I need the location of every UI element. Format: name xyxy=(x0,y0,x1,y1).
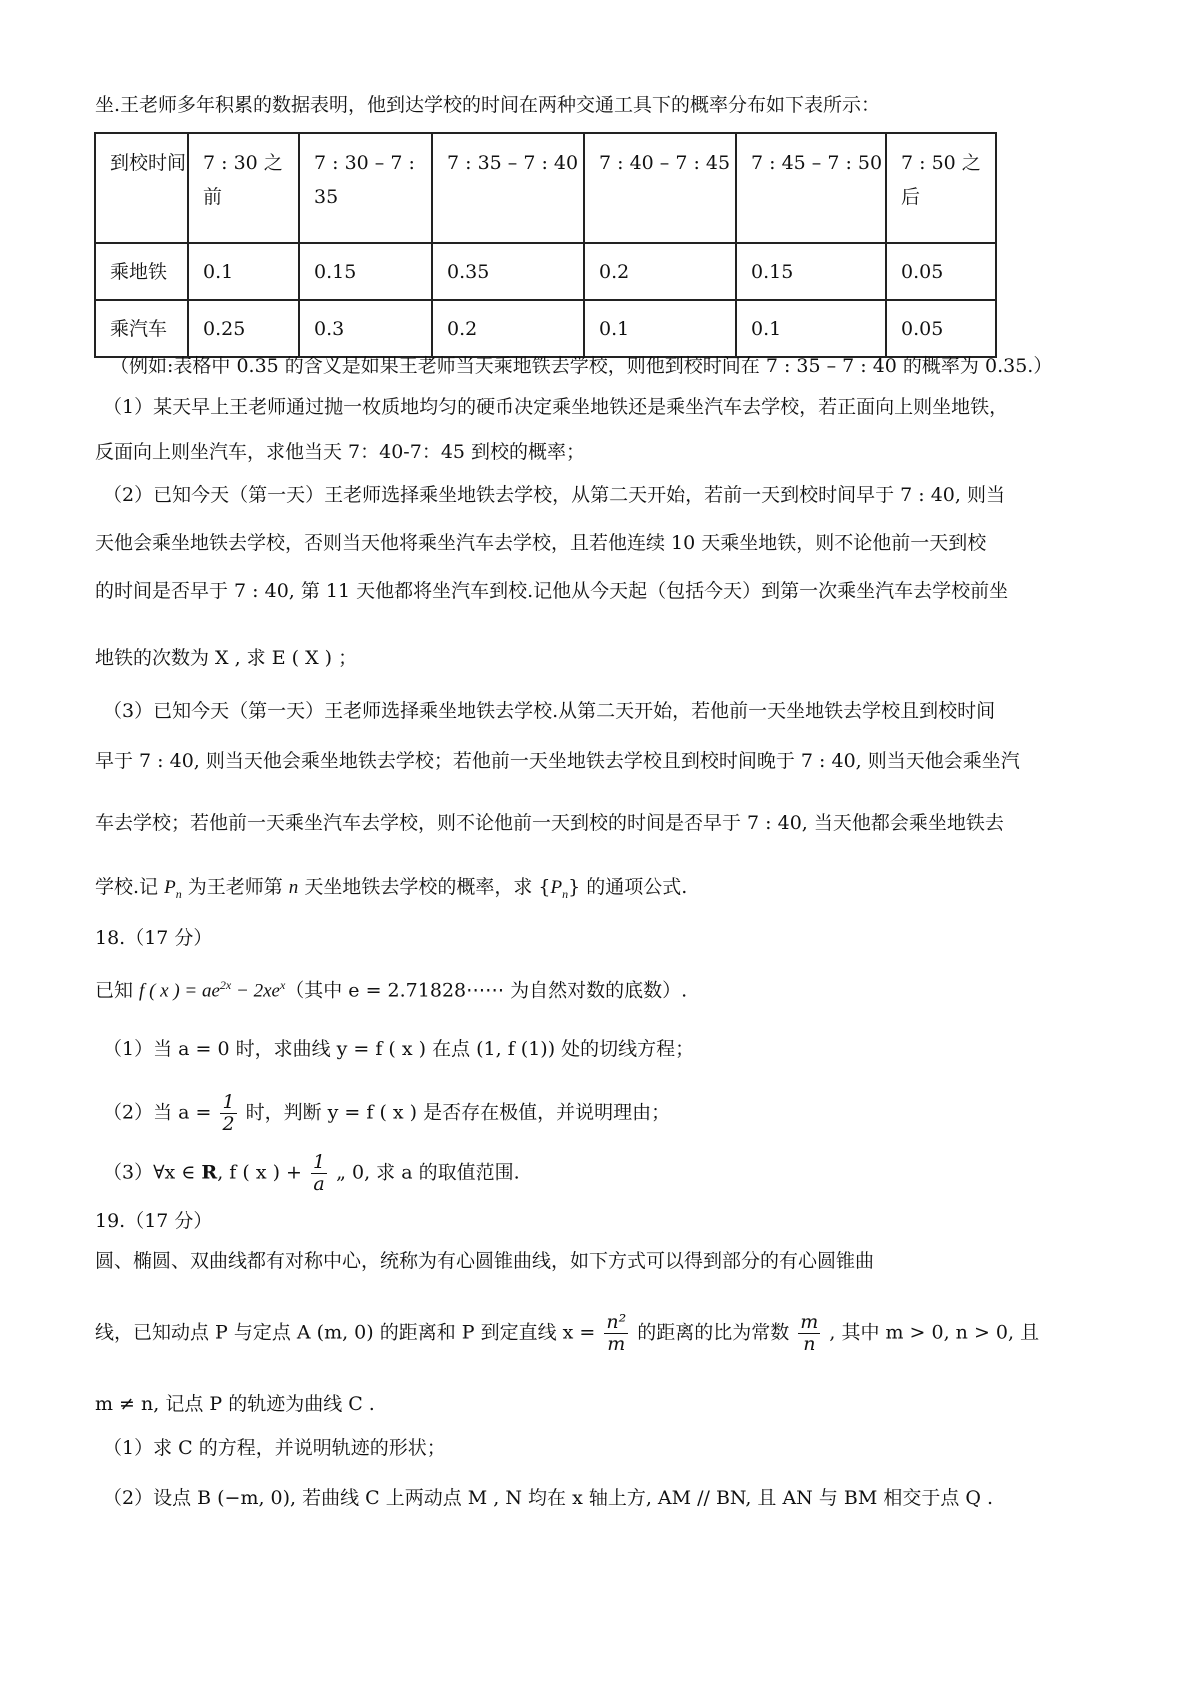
fraction xyxy=(311,1152,327,1195)
q17-part3-line4 xyxy=(95,876,687,901)
q19-line3: m ≠ n, 记点 P 的轨迹为曲线 C . xyxy=(95,1393,375,1415)
table-cell: 0.1 xyxy=(188,243,299,300)
table-cell: 0.2 xyxy=(584,243,736,300)
fraction-numerator: m xyxy=(800,1311,819,1333)
table-cell: 0.1 xyxy=(584,300,736,357)
text: （3）∀x ∈ xyxy=(103,1161,202,1184)
text: , 其中 m > 0, n > 0, 且 xyxy=(823,1321,1040,1344)
text: , f ( x ) + xyxy=(217,1161,308,1184)
table-header-cell: 7 : 45 – 7 : 50 xyxy=(736,133,886,243)
table-row xyxy=(95,300,996,357)
text: 为王老师第 xyxy=(181,876,289,898)
q19-line1: 圆、椭圆、双曲线都有对称中心，统称为有心圆锥曲线，如下方式可以得到部分的有心圆锥曲 xyxy=(95,1250,875,1272)
math-exponent: 2x xyxy=(219,978,232,992)
table-row xyxy=(95,243,996,300)
reals-symbol: R xyxy=(201,1161,218,1184)
q19-part2: （2）设点 B (−m, 0), 若曲线 C 上两动点 M , N 均在 x 轴上方, AM // BN, 且 AN 与 BM 相交于点 Q . xyxy=(103,1487,994,1509)
q17-part3-line1: （3）已知今天（第一天）王老师选择乘坐地铁去学校.从第二天开始，若他前一天坐地铁去学校且到校时间 xyxy=(103,700,996,722)
math-subscript: n xyxy=(175,886,182,901)
q19-line2 xyxy=(95,1312,1039,1355)
table-cell: 0.25 xyxy=(188,300,299,357)
table-header-cell: 7 : 35 – 7 : 40 xyxy=(432,133,584,243)
math-var: P xyxy=(164,877,176,898)
q17-part3-line2: 早于 7 : 40, 则当天他会乘坐地铁去学校；若他前一天坐地铁去学校且到校时间晚于 7 : 40, 则当天他会乘坐汽 xyxy=(95,750,1020,772)
fraction-denominator: n xyxy=(803,1332,816,1355)
text: （2）当 a = xyxy=(103,1101,218,1124)
text: 已知 xyxy=(95,979,140,1002)
q19-header: 19.（17 分） xyxy=(95,1210,213,1232)
q17-part2-line1: （2）已知今天（第一天）王老师选择乘坐地铁去学校，从第二天开始，若前一天到校时间早于 7 : 40, 则当 xyxy=(103,484,1005,506)
text: 学校.记 xyxy=(95,876,165,898)
q18-header: 18.（17 分） xyxy=(95,927,213,949)
q17-part1-line2: 反面向上则坐汽车，求他当天 7：40-7：45 到校的概率； xyxy=(95,441,586,463)
fraction-numerator: 1 xyxy=(313,1151,326,1173)
text: （其中 e = 2.71828⋯⋯ 为自然对数的底数）. xyxy=(285,979,688,1002)
table-header-cell: 到校时间 xyxy=(95,133,188,243)
table-cell: 乘地铁 xyxy=(95,243,188,300)
fraction xyxy=(798,1312,820,1355)
q17-part2-line3: 的时间是否早于 7 : 40, 第 11 天他都将坐汽车到校.记他从今天起（包括今天）到第一次乘坐汽车去学校前坐 xyxy=(95,580,1009,602)
fraction xyxy=(220,1092,236,1135)
table-header-cell: 7 : 40 – 7 : 45 xyxy=(584,133,736,243)
table-cell: 0.15 xyxy=(299,243,432,300)
q17-part2-line4: 地铁的次数为 X , 求 E ( X ) ； xyxy=(95,647,358,669)
fraction-denominator: a xyxy=(313,1172,325,1195)
math-exponent: x xyxy=(279,978,286,992)
table-cell: 0.3 xyxy=(299,300,432,357)
q17-part2-line2: 天他会乘坐地铁去学校，否则当天他将乘坐汽车去学校，且若他连续 10 天乘坐地铁，则不论他前一天到校 xyxy=(95,532,987,554)
table-cell: 0.1 xyxy=(736,300,886,357)
table-header-cell: 7 : 30 之前 xyxy=(188,133,299,243)
fraction-denominator: 2 xyxy=(222,1112,235,1135)
table-cell: 0.35 xyxy=(432,243,584,300)
math-expr: − 2xe xyxy=(231,980,280,1002)
fraction xyxy=(604,1312,628,1355)
q17-part3-line3: 车去学校；若他前一天乘坐汽车去学校，则不论他前一天到校的时间是否早于 7 : 40, 当天他都会乘坐地铁去 xyxy=(95,812,1004,834)
table-cell: 0.05 xyxy=(886,300,996,357)
text: 线，已知动点 P 与定点 A (m, 0) 的距离和 P 到定直线 x = xyxy=(95,1321,602,1344)
math-var: n xyxy=(288,877,299,898)
fraction-numerator: n² xyxy=(606,1311,627,1333)
q18-part3 xyxy=(103,1152,520,1195)
text: 时，判断 y = f ( x ) 是否存在极值，并说明理由； xyxy=(239,1101,671,1124)
text: } 的通项公式. xyxy=(568,876,688,898)
probability-table xyxy=(94,132,997,358)
text: 的距离的比为常数 xyxy=(631,1321,796,1344)
math-subscript: n xyxy=(562,886,569,901)
intro-text: 坐.王老师多年积累的数据表明，他到达学校的时间在两种交通工具下的概率分布如下表所示： xyxy=(95,94,881,116)
table-header-cell: 7 : 30 – 7 : 35 xyxy=(299,133,432,243)
table-header-cell: 7 : 50 之后 xyxy=(886,133,996,243)
table-note: （例如:表格中 0.35 的含义是如果王老师当天乘地铁去学校，则他到校时间在 7 : 35 – 7 : 40 的概率为 0.35.） xyxy=(110,355,1053,377)
text: 天坐地铁去学校的概率，求 { xyxy=(298,876,551,898)
q18-stem xyxy=(95,978,687,1003)
table-header-row xyxy=(95,133,996,243)
table-cell: 0.15 xyxy=(736,243,886,300)
table-cell: 乘汽车 xyxy=(95,300,188,357)
q18-part1: （1）当 a = 0 时，求曲线 y = f ( x ) 在点 (1, f (1)) 处的切线方程； xyxy=(103,1038,695,1060)
table-cell: 0.2 xyxy=(432,300,584,357)
fraction-numerator: 1 xyxy=(222,1091,235,1113)
q19-part1: （1）求 C 的方程，并说明轨迹的形状； xyxy=(103,1437,446,1459)
fraction-denominator: m xyxy=(607,1332,626,1355)
q18-part2 xyxy=(103,1092,670,1135)
q17-part1-line1: （1）某天早上王老师通过抛一枚质地均匀的硬币决定乘坐地铁还是乘坐汽车去学校，若正面向上则坐地铁， xyxy=(103,396,1009,418)
table-cell: 0.05 xyxy=(886,243,996,300)
math-expr: f ( x ) = ae xyxy=(139,980,220,1002)
text: „ 0, 求 a 的取值范围. xyxy=(330,1161,520,1184)
math-var: P xyxy=(550,877,563,898)
